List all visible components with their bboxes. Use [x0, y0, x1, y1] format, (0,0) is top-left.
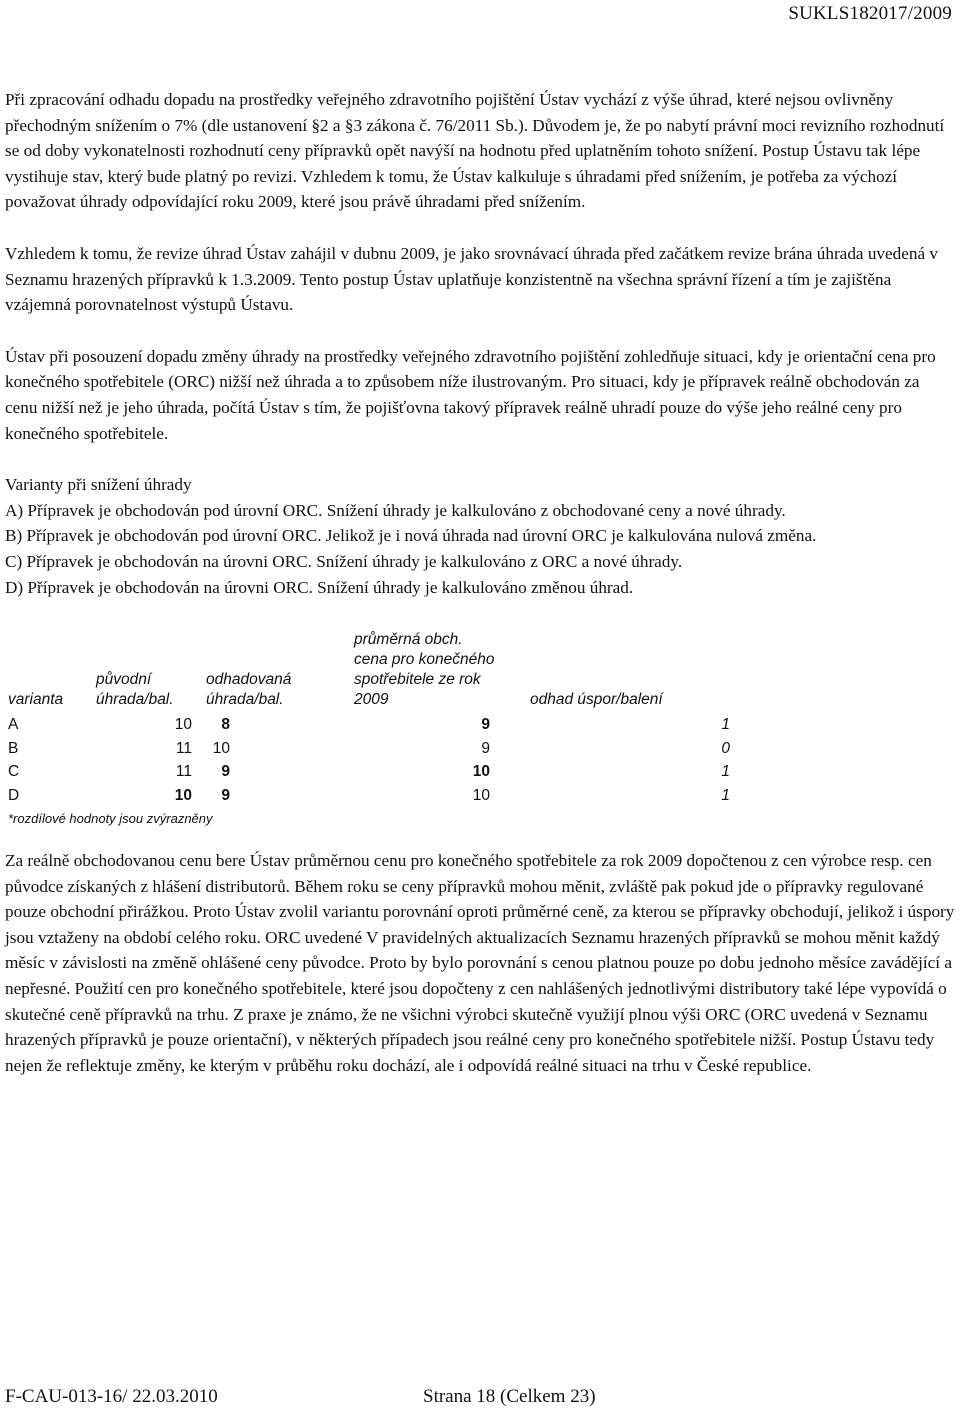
header-puvodni-line2: úhrada/bal. [96, 691, 174, 709]
table-row [5, 737, 730, 761]
variant-a: A) Přípravek je obchodován pod úrovní ORC. Snížení úhrady je kalkulováno z obchodované ceny a nové úhrady. [5, 500, 786, 520]
cell-cena: 9 [481, 716, 490, 734]
footer-page-number: Strana 18 (Celkem 23) [423, 1386, 596, 1407]
cell-odhad: 9 [221, 786, 230, 804]
cell-puvodni: 11 [175, 739, 192, 757]
header-uspora: odhad úspor/balení [530, 691, 663, 709]
cell-odhad: 10 [212, 739, 230, 757]
table-note: *rozdílové hodnoty jsou zvýrazněny [8, 811, 213, 827]
header-cena-line4: 2009 [354, 691, 389, 709]
cell-odhad: 8 [221, 716, 230, 734]
table-row [5, 784, 730, 808]
paragraph-1: Při zpracování odhadu dopadu na prostředky veřejného zdravotního pojištění Ústav vychází z výše úhrad, které nejsou ovlivněny přechodným snížením o 7% (dle ustanovení §2 a §3 zákona č. 76/2011 Sb.). Důvodem je, že po nabytí právní moci revizního rozhodnutí se od doby vykonatelnosti rozhodnutí ceny přípravků opět navýší na hodnotu před uplatněním tohoto snížení. Postup Ústavu tak lépe vystihuje stav, který bude platný po revizi. Vzhledem k tomu, že Ústav kalkuluje s úhradami před snížením, je potřeba za výchozí považovat úhrady odpovídající roku 2009, které jsou právě úhradami před snížením. [5, 90, 945, 212]
cell-varianta: B [8, 739, 19, 757]
header-puvodni [96, 630, 206, 713]
cell-cena: 10 [472, 786, 490, 804]
cell-odhad: 9 [221, 763, 230, 781]
cell-puvodni: 10 [174, 716, 192, 734]
header-odhad [206, 630, 354, 713]
header-cena-line2: cena pro konečného [354, 651, 495, 669]
document-reference: SUKLS182017/2009 [788, 3, 952, 24]
cell-puvodni: 10 [174, 786, 192, 804]
cell-cena: 9 [481, 739, 490, 757]
cell-uspora: 0 [721, 739, 730, 757]
cell-uspora: 1 [721, 716, 730, 734]
cell-cena: 10 [472, 763, 490, 781]
header-odhad-line1: odhadovaná [206, 671, 292, 689]
header-varianta: varianta [8, 691, 64, 709]
table-header-row [5, 630, 730, 713]
variants-title: Varianty při snížení úhrady [5, 475, 192, 495]
variant-b: B) Přípravek je obchodován pod úrovní ORC. Jelikož je i nová úhrada nad úrovní ORC je kalkulována nulová změna. [5, 526, 817, 546]
cell-varianta: A [8, 716, 19, 734]
cell-uspora: 1 [721, 786, 730, 804]
variants-list [5, 472, 955, 600]
cell-puvodni: 11 [175, 763, 192, 781]
header-odhad-line2: úhrada/bal. [206, 691, 284, 709]
cell-uspora: 1 [721, 763, 730, 781]
cell-varianta: C [8, 763, 20, 781]
footer-form-id: F-CAU-013-16/ 22.03.2010 [5, 1386, 218, 1407]
header-cena [354, 630, 530, 713]
variant-c: C) Přípravek je obchodován na úrovni ORC. Snížení úhrady je kalkulováno z ORC a nové úhrady. [5, 551, 683, 571]
header-puvodni-line1: původní [96, 671, 152, 689]
header-cena-line3: spotřebitele ze rok [354, 671, 481, 689]
paragraph-4: Za reálně obchodovanou cenu bere Ústav průměrnou cenu pro konečného spotřebitele za rok 2009 dopočtenou z cen výrobce resp. cen původce získaných z hlášení distributorů. Během roku se ceny přípravků mohou měnit, zvláště pak pokud jde o přípravky regulované pouze obchodní přirážkou. Proto Ústav zvolil variantu porovnání oproti průměrné ceně, za kterou se přípravky obchodují, jelikož i úspory jsou vztaženy na období celého roku. ORC uvedené V pravidelných aktualizacích Seznamu hrazených přípravků se mohou měnit každý měsíc v závislosti na změně ohlášené ceny původce. Proto by bylo porovnání s cenou platnou pouze po dobu jednoho měsíce zavádějící a nepřesné. Použití cen pro konečného spotřebitele, které jsou dopočteny z cen nahlášených jednotlivými distributory také lépe vypovídá o skutečné ceně přípravků na trhu. Z praxe je známo, že ne všichni výrobci skutečně využijí plnou výši ORC (ORC uvedená v Seznamu hrazených přípravků je pouze orientační), v některých případech jsou reálné ceny pro konečného spotřebitele nižší. Postup Ústavu tedy nejen že reflektuje změny, ke kterým v průběhu roku dochází, ale i odpovídá reálné situaci na trhu v České republice. [5, 851, 955, 1075]
cell-varianta: D [8, 786, 20, 804]
table-row [5, 760, 730, 784]
table-row [5, 713, 730, 737]
header-cena-line1: průměrná obch. [354, 631, 463, 649]
paragraph-2: Vzhledem k tomu, že revize úhrad Ústav zahájil v dubnu 2009, je jako srovnávací úhrada před začátkem revize brána úhrada uvedená v Seznamu hrazených přípravků k 1.3.2009. Tento postup Ústav uplatňuje konzistentně na všechna správní řízení a tím je zajištěna vzájemná porovnatelnost výstupů Ústavu. [5, 243, 938, 315]
variants-table [5, 630, 730, 807]
variant-d: D) Přípravek je obchodován na úrovni ORC. Snížení úhrady je kalkulováno změnou úhrad. [5, 577, 634, 597]
document-body [5, 87, 955, 1078]
paragraph-3: Ústav při posouzení dopadu změny úhrady na prostředky veřejného zdravotního pojištění zohledňuje situaci, kdy je orientační cena pro konečného spotřebitele (ORC) nižší než úhrada a to způsobem níže ilustrovaným. Pro situaci, kdy je přípravek reálně obchodován za cenu nižší než je jeho úhrada, počítá Ústav s tím, že pojišťovna takový přípravek reálně uhradí pouze do výše jeho reálné ceny pro konečného spotřebitele. [5, 346, 936, 443]
